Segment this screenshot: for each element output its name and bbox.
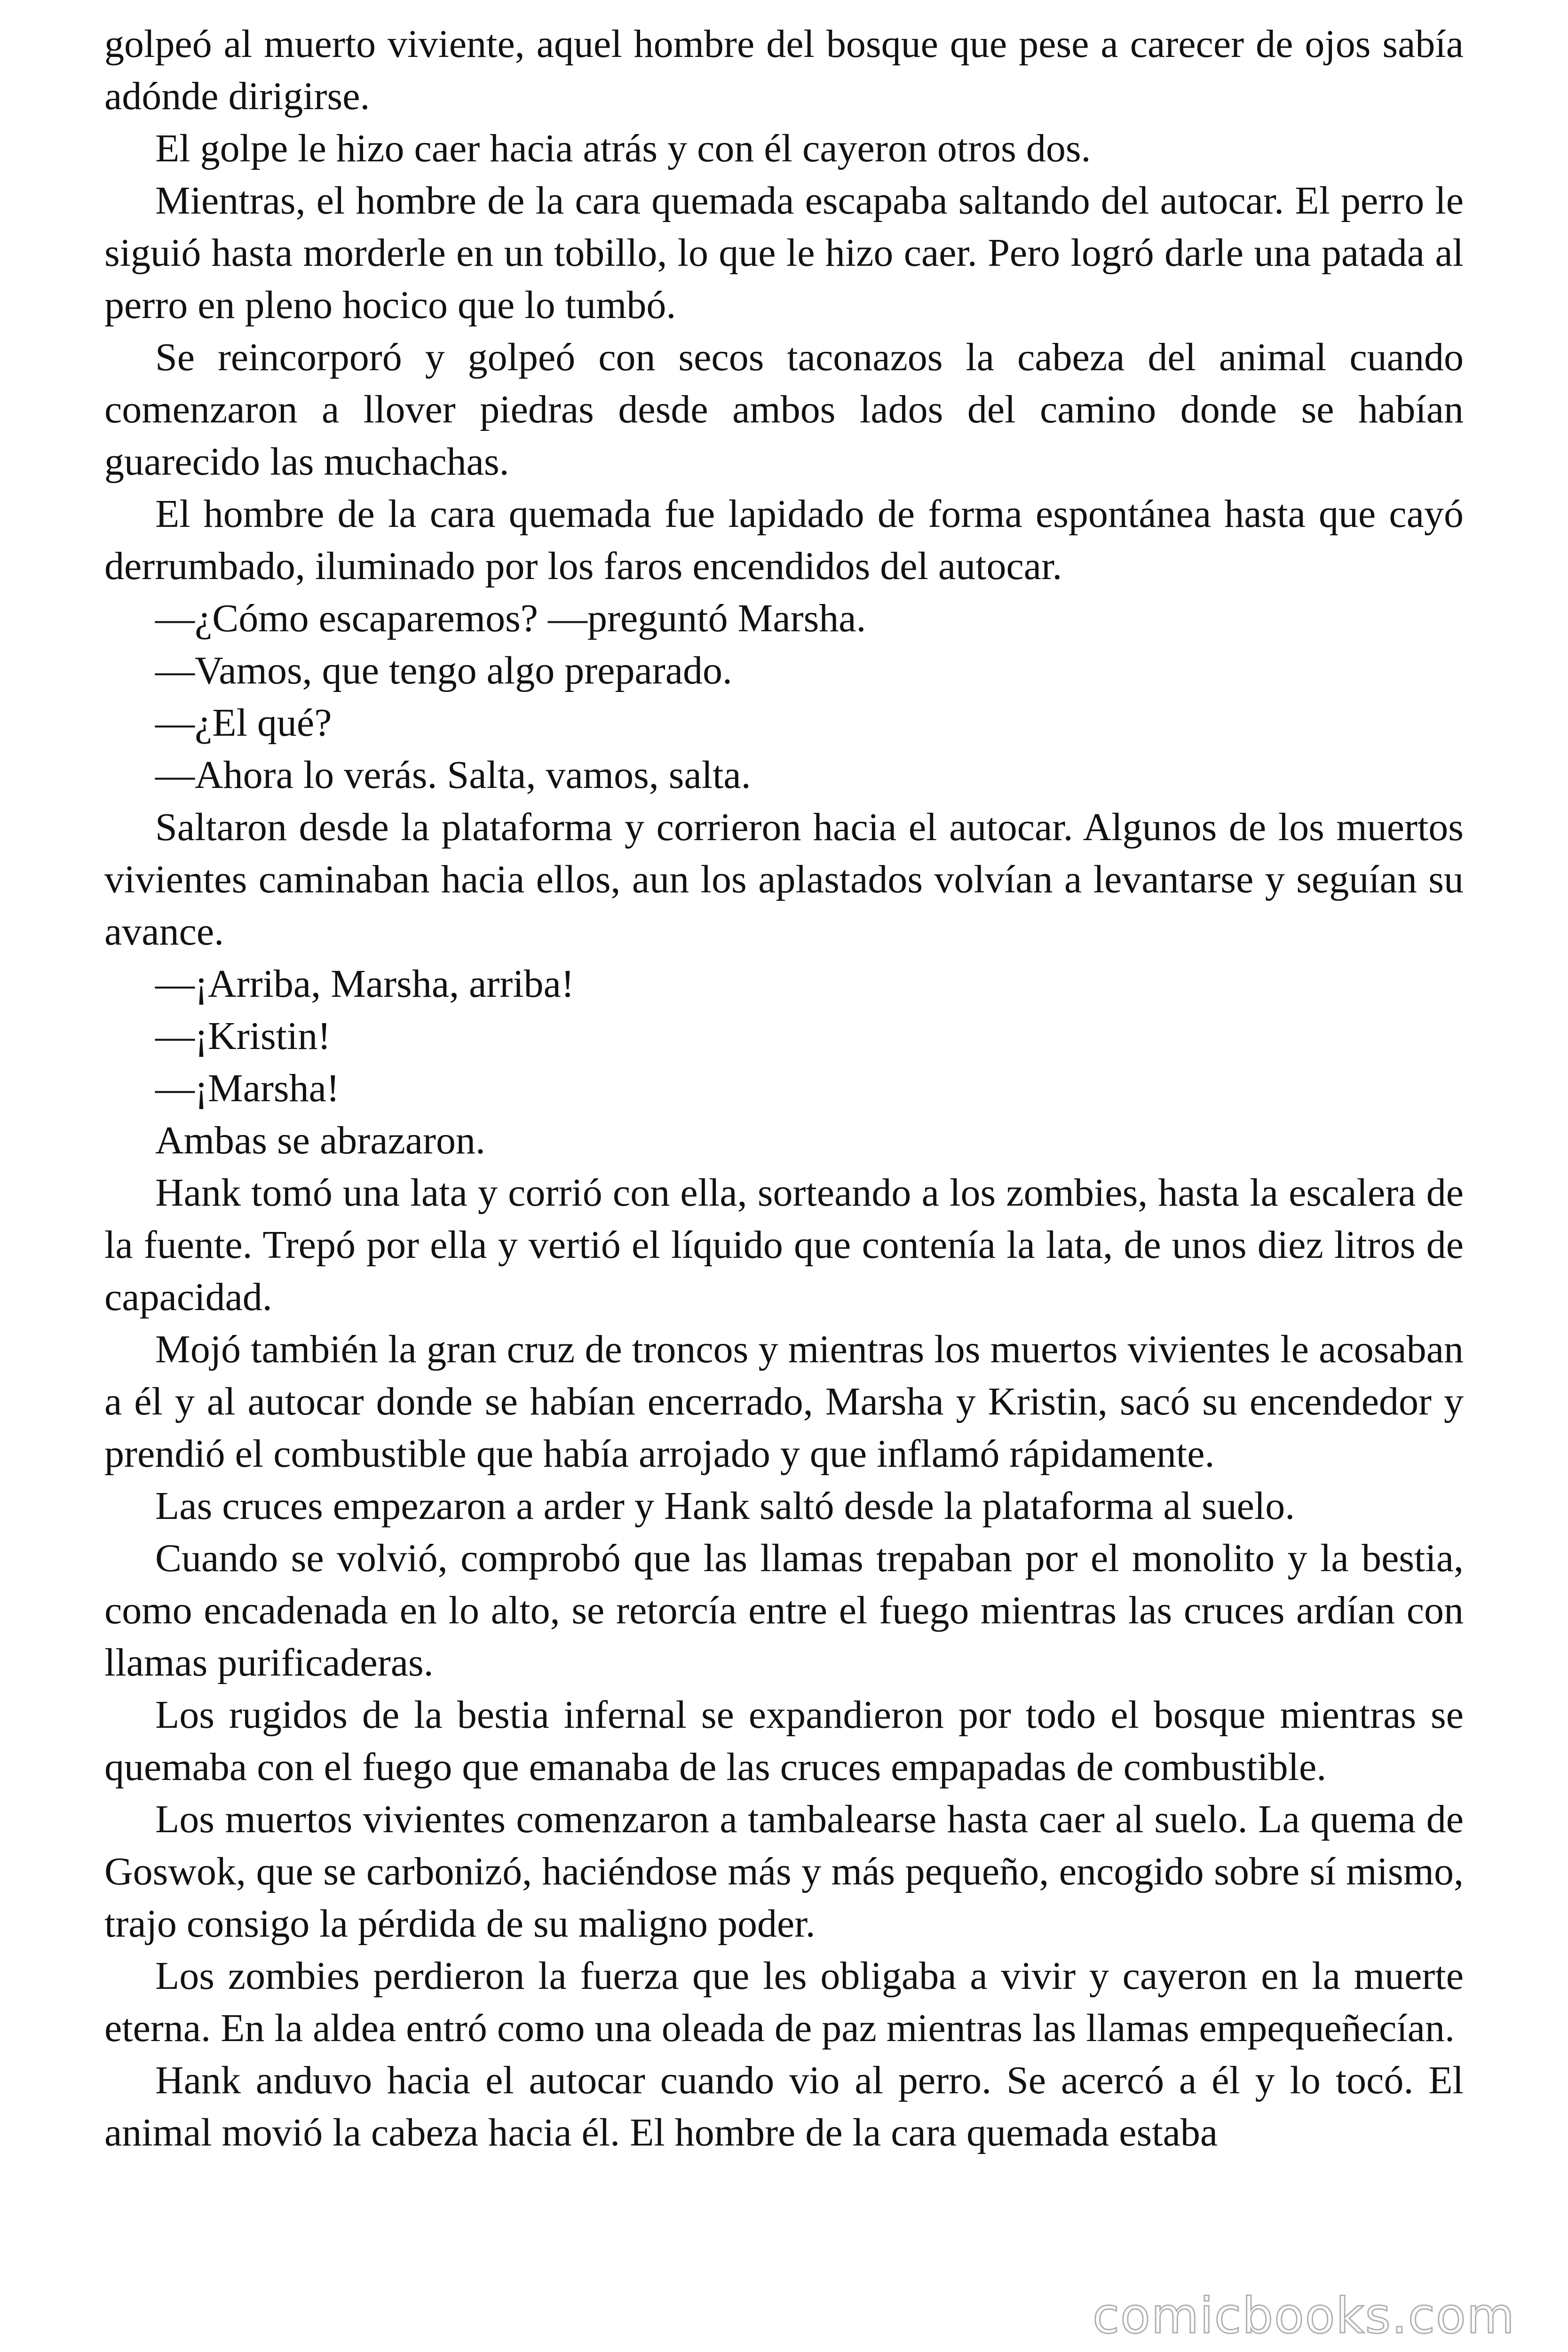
paragraph: Hank tomó una lata y corrió con ella, sorteando a los zombies, hasta la escalera de la fuente. Trepó por ella y vertió el líquido que contenía la lata, de unos diez litros de capacidad.: [104, 1171, 1464, 1319]
paragraph: Saltaron desde la plataforma y corrieron hacia el autocar. Algunos de los muertos vivientes caminaban hacia ellos, aun los aplastados volvían a levantarse y seguían su avance.: [104, 805, 1464, 954]
dialogue-line: —Ahora lo verás. Salta, vamos, salta.: [155, 753, 751, 797]
paragraph: Los zombies perdieron la fuerza que les obligaba a vivir y cayeron en la muerte eterna. En la aldea entró como una oleada de paz mientras las llamas empequeñecían.: [104, 1954, 1464, 2050]
paragraph: Los rugidos de la bestia infernal se expandieron por todo el bosque mientras se quemaba con el fuego que emanaba de las cruces empapadas de combustible.: [104, 1693, 1464, 1789]
paragraph: golpeó al muerto viviente, aquel hombre del bosque que pese a carecer de ojos sabía adónde dirigirse.: [104, 22, 1464, 118]
dialogue-line: —¿El qué?: [155, 701, 332, 745]
paragraph: Ambas se abrazaron.: [155, 1119, 486, 1162]
dialogue-line: —Vamos, que tengo algo preparado.: [155, 649, 732, 692]
dialogue-line: —¡Kristin!: [155, 1014, 331, 1058]
paragraph: Las cruces empezaron a arder y Hank saltó desde la plataforma al suelo.: [155, 1484, 1295, 1528]
paragraph: Cuando se volvió, comprobó que las llamas trepaban por el monolito y la bestia, como encadenada en lo alto, se retorcía entre el fuego mientras las cruces ardían con llamas purificaderas.: [104, 1536, 1464, 1685]
paragraph: El golpe le hizo caer hacia atrás y con él cayeron otros dos.: [155, 127, 1091, 170]
paragraph: Mojó también la gran cruz de troncos y mientras los muertos vivientes le acosaban a él y al autocar donde se habían encerrado, Marsha y Kristin, sacó su encendedor y prendió el combustible que había arrojado y que inflamó rápidamente.: [104, 1327, 1464, 1476]
page-text: [104, 18, 1464, 2159]
dialogue-line: —¡Arriba, Marsha, arriba!: [155, 962, 574, 1006]
paragraph: Los muertos vivientes comenzaron a tambalearse hasta caer al suelo. La quema de Goswok, que se carbonizó, haciéndose más y más pequeño, encogido sobre sí mismo, trajo consigo la pérdida de su maligno poder.: [104, 1797, 1464, 1946]
dialogue-line: —¿Cómo escaparemos? —preguntó Marsha.: [155, 596, 866, 640]
watermark: comicbooks.com: [1092, 2287, 1515, 2344]
paragraph: El hombre de la cara quemada fue lapidado de forma espontánea hasta que cayó derrumbado, iluminado por los faros encendidos del autocar.: [104, 492, 1464, 588]
dialogue-line: —¡Marsha!: [155, 1066, 340, 1110]
paragraph: Hank anduvo hacia el autocar cuando vio al perro. Se acercó a él y lo tocó. El animal movió la cabeza hacia él. El hombre de la cara quemada estaba: [104, 2058, 1464, 2154]
paragraph: Se reincorporó y golpeó con secos taconazos la cabeza del animal cuando comenzaron a llover piedras desde ambos lados del camino donde se habían guarecido las muchachas.: [104, 335, 1464, 484]
paragraph: Mientras, el hombre de la cara quemada escapaba saltando del autocar. El perro le siguió hasta morderle en un tobillo, lo que le hizo caer. Pero logró darle una patada al perro en pleno hocico que lo tumbó.: [104, 179, 1464, 327]
